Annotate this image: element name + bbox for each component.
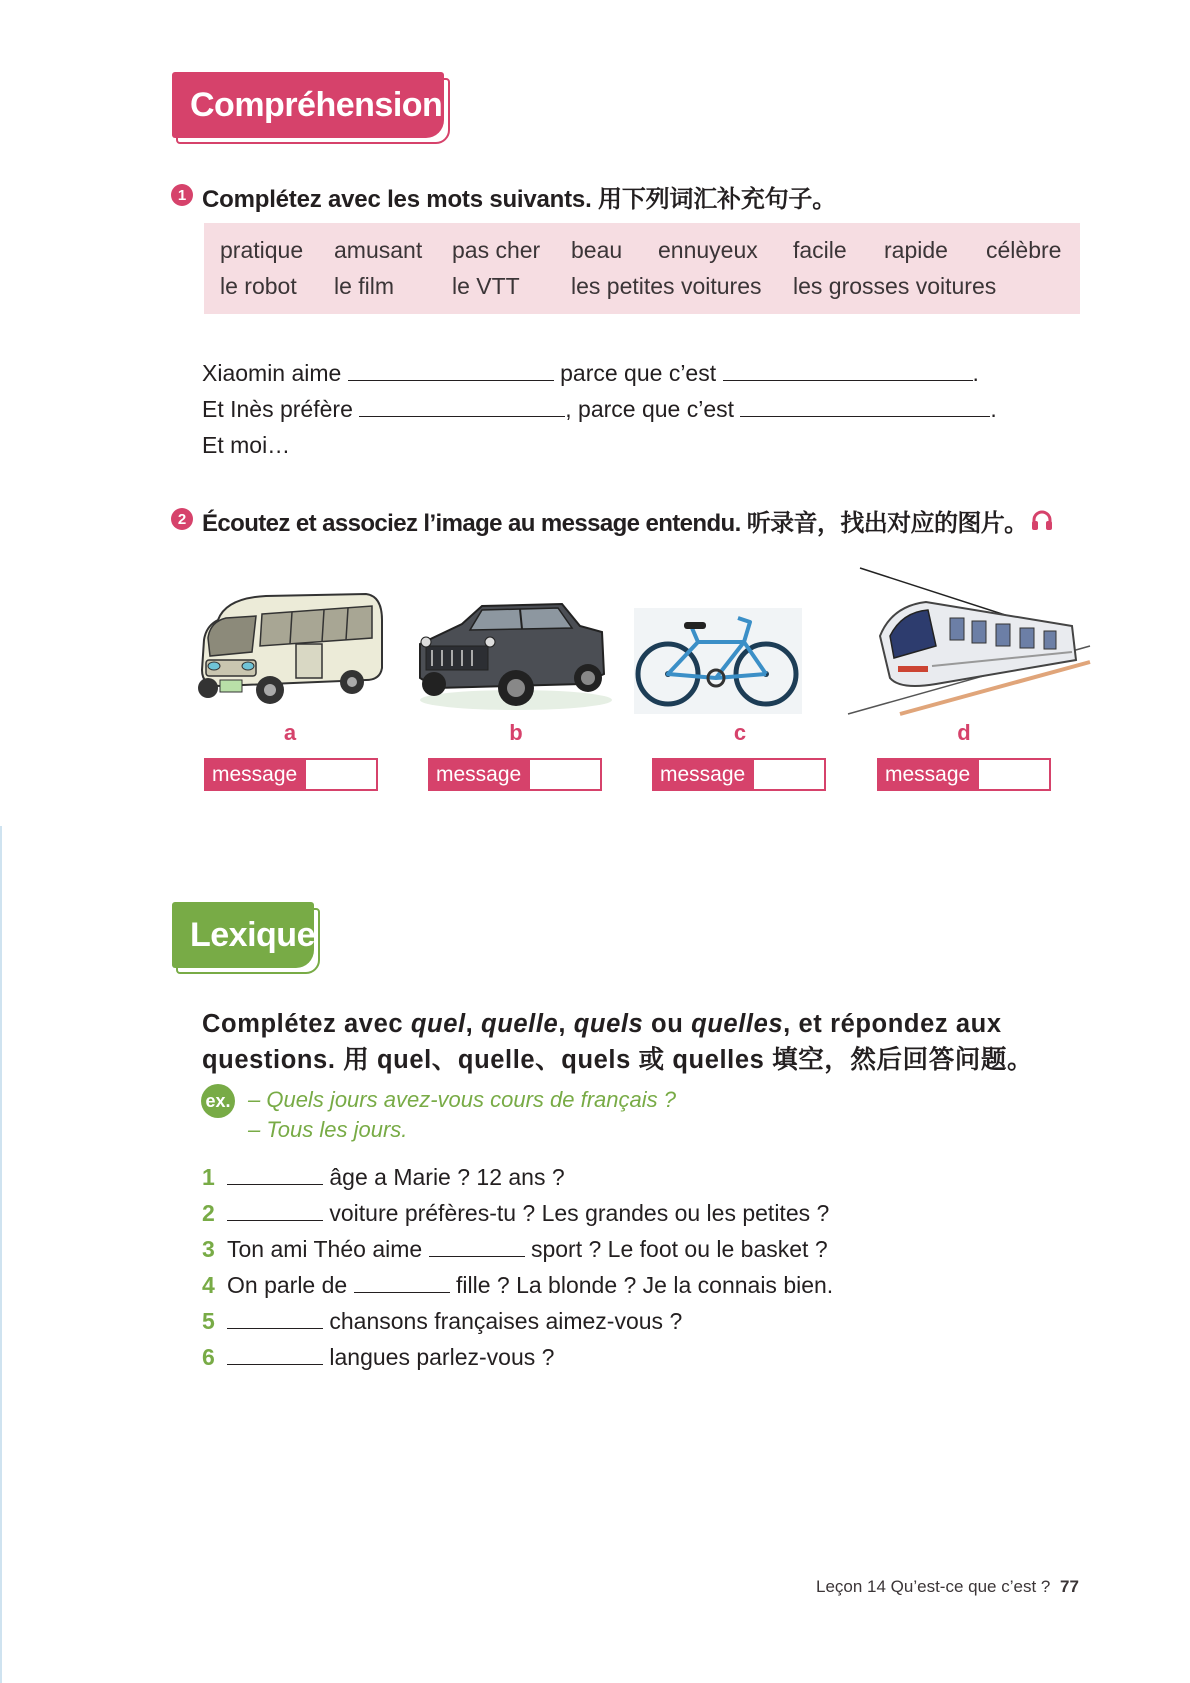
picture-letter: c [733,720,747,745]
question-3: Ton ami Théo aime sport ? Le foot ou le basket ? [227,1236,828,1262]
message-answer-box-b[interactable] [428,758,602,791]
picture-letter: a [283,720,297,745]
blank-field[interactable] [359,396,565,417]
word-bank-item: célèbre [986,237,1062,263]
question-4: On parle de fille ? La blonde ? Je la connais bien. [227,1272,834,1298]
word-bank-item: beau [571,237,623,263]
lexique-instruction: Complétez avec quel, quelle, quels ou quelles, et répondez aux questions. 用 quel、quelle、quels 或 quelles 填空，然后回答问题。 [202,1010,1034,1074]
question-number: 6 [202,1344,215,1370]
question-number: 2 [202,1200,215,1226]
sentence-3: Et moi… [202,432,291,458]
word-bank-item: ennuyeux [658,237,758,263]
page-edge-rule [0,826,2,1683]
sentence-2: Et Inès préfère , parce que c’est . [202,396,997,422]
question-1: âge a Marie ? 12 ans ? [227,1164,565,1191]
message-label: message [879,760,979,789]
bicycle-icon [632,606,804,716]
exercise-2-number: 2 [171,508,193,530]
picture-letter: d [957,720,971,745]
blank-field[interactable] [354,1272,450,1293]
question-6: langues parlez-vous ? [227,1344,554,1371]
word-bank-item: pratique [220,237,304,263]
suv-car-icon [412,598,612,716]
question-5: chansons françaises aimez-vous ? [227,1308,682,1335]
blank-field[interactable] [227,1164,323,1185]
exercise-2-instruction: Écoutez et associez l’image au message entendu. 听录音，找出对应的图片。 [202,510,1028,537]
message-answer-box-c[interactable] [652,758,826,791]
exercise-1-instruction: Complétez avec les mots suivants. 用下列词汇补充句子。 [202,186,837,213]
lexique-title: Lexique [172,902,314,968]
blank-field[interactable] [740,396,990,417]
question-number: 3 [202,1236,215,1262]
lexique-banner [172,902,314,968]
blank-field[interactable] [227,1344,323,1365]
blank-field[interactable] [227,1308,323,1329]
message-label: message [654,760,754,789]
word-bank [204,223,1080,314]
example-question: – Quels jours avez-vous cours de français ? [248,1087,676,1112]
word-bank-item: le robot [220,273,297,299]
message-label: message [430,760,530,789]
picture-letter: b [509,720,523,745]
page-number: 77 [1060,1577,1079,1596]
blank-field[interactable] [227,1200,323,1221]
word-bank-item: amusant [334,237,423,263]
question-number: 4 [202,1272,215,1298]
word-bank-item: rapide [884,237,948,263]
sentence-1: Xiaomin aime parce que c’est . [202,360,979,386]
example-answer: – Tous les jours. [248,1117,408,1142]
word-bank-item: pas cher [452,237,541,263]
exercise-1-number: 1 [171,184,193,206]
headphones-icon[interactable] [1030,508,1054,532]
question-number: 1 [202,1164,215,1190]
message-label: message [206,760,306,789]
word-bank-item: les grosses voitures [793,273,997,299]
message-answer-box-d[interactable] [877,758,1051,791]
example-badge: ex. [201,1084,235,1118]
blank-field[interactable] [723,360,973,381]
bus-icon [196,590,386,715]
word-bank-item: le VTT [452,273,520,299]
question-number: 5 [202,1308,215,1334]
blank-field[interactable] [348,360,554,381]
word-bank-item: les petites voitures [571,273,762,299]
blank-field[interactable] [429,1236,525,1257]
footer-lesson-title: Leçon 14 Qu’est-ce que c’est ? [816,1577,1051,1596]
comprehension-banner [172,72,444,138]
question-2: voiture préfères-tu ? Les grandes ou les petites ? [227,1200,829,1227]
message-answer-box-a[interactable] [204,758,378,791]
train-icon [840,566,1094,716]
comprehension-title: Compréhension [172,72,444,138]
word-bank-item: le film [334,273,395,299]
word-bank-item: facile [793,237,847,263]
